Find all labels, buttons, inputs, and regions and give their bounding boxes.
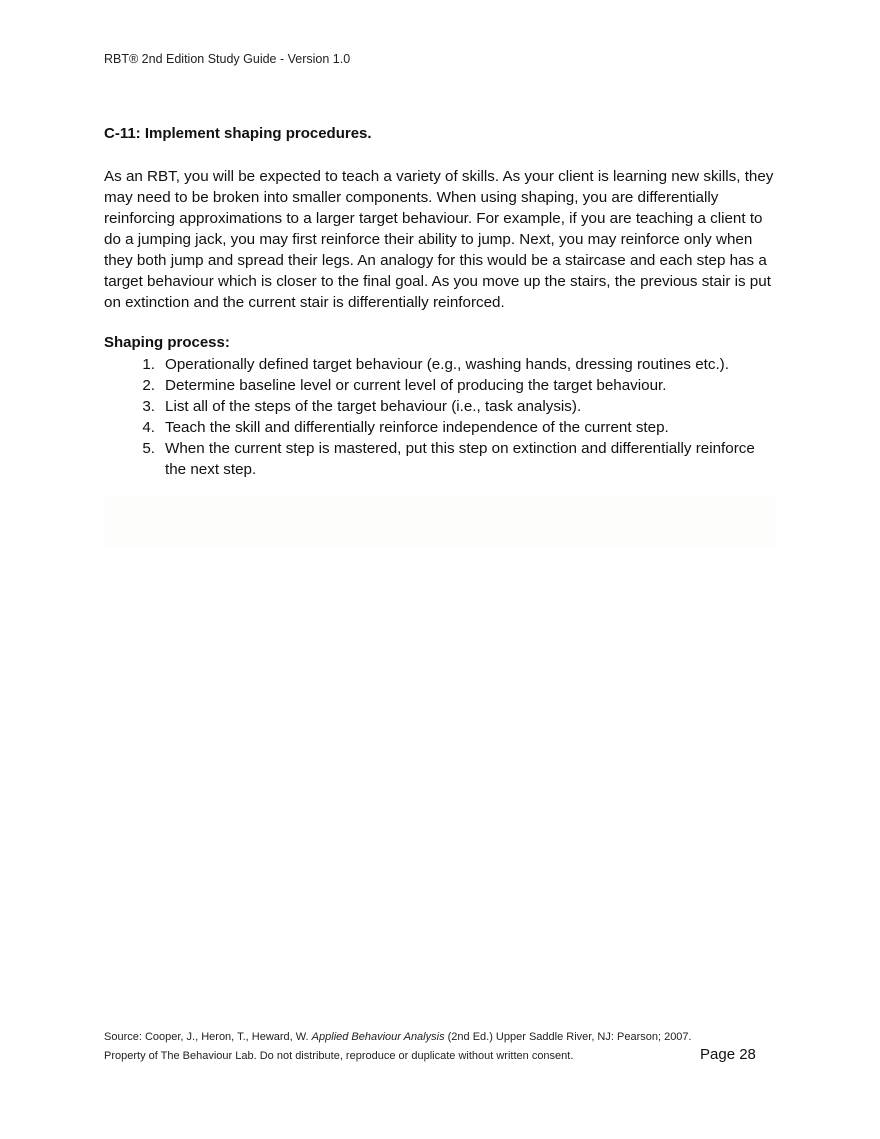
step-text: Teach the skill and differentially reinforce independence of the current step. [165,419,669,436]
step-number: 1. [142,356,155,373]
step-number: 4. [142,419,155,436]
step-number: 2. [142,377,155,394]
list-item [104,396,779,417]
running-header: RBT® 2nd Edition Study Guide - Version 1.0 [104,52,351,66]
source-citation [104,1031,692,1043]
source-citation-suffix: (2nd Ed.) Upper Saddle River, NJ: Pearson; 2007. [444,1031,692,1043]
source-citation-prefix: Source: Cooper, J., Heron, T., Heward, W. [104,1031,312,1043]
list-item [104,417,779,438]
blank-content-area [104,496,776,546]
property-notice: Property of The Behaviour Lab. Do not distribute, reproduce or duplicate without written consent. [104,1050,574,1062]
page-number: Page 28 [700,1046,756,1063]
list-item [104,354,779,375]
intro-paragraph: As an RBT, you will be expected to teach a variety of skills. As your client is learning new skills, they may need to be broken into smaller components. When using shaping, you are differentially reinforcing approximations to a larger target behaviour. For example, if you are teaching a client to do a jumping jack, you may first reinforce their ability to jump. Next, you may reinforce only when they both jump and spread their legs. An analogy for this would be a staircase and each step has a target behaviour which is closer to the final goal. As you move up the stairs, the previous stair is put on extinction and the current stair is differentially reinforced. [104,168,774,311]
source-citation-title: Applied Behaviour Analysis [311,1031,445,1043]
shaping-steps-list [104,354,779,480]
step-text: When the current step is mastered, put this step on extinction and differentially reinforce the next step. [165,440,755,478]
step-text: Determine baseline level or current level of producing the target behaviour. [165,377,667,394]
section-title: C-11: Implement shaping procedures. [104,125,372,142]
step-text: List all of the steps of the target behaviour (i.e., task analysis). [165,398,582,415]
step-number: 3. [142,398,155,415]
step-text: Operationally defined target behaviour (e.g., washing hands, dressing routines etc.). [165,356,729,373]
step-number: 5. [142,440,155,457]
list-item [104,375,779,396]
shaping-process-heading: Shaping process: [104,334,230,351]
list-item [104,438,779,480]
